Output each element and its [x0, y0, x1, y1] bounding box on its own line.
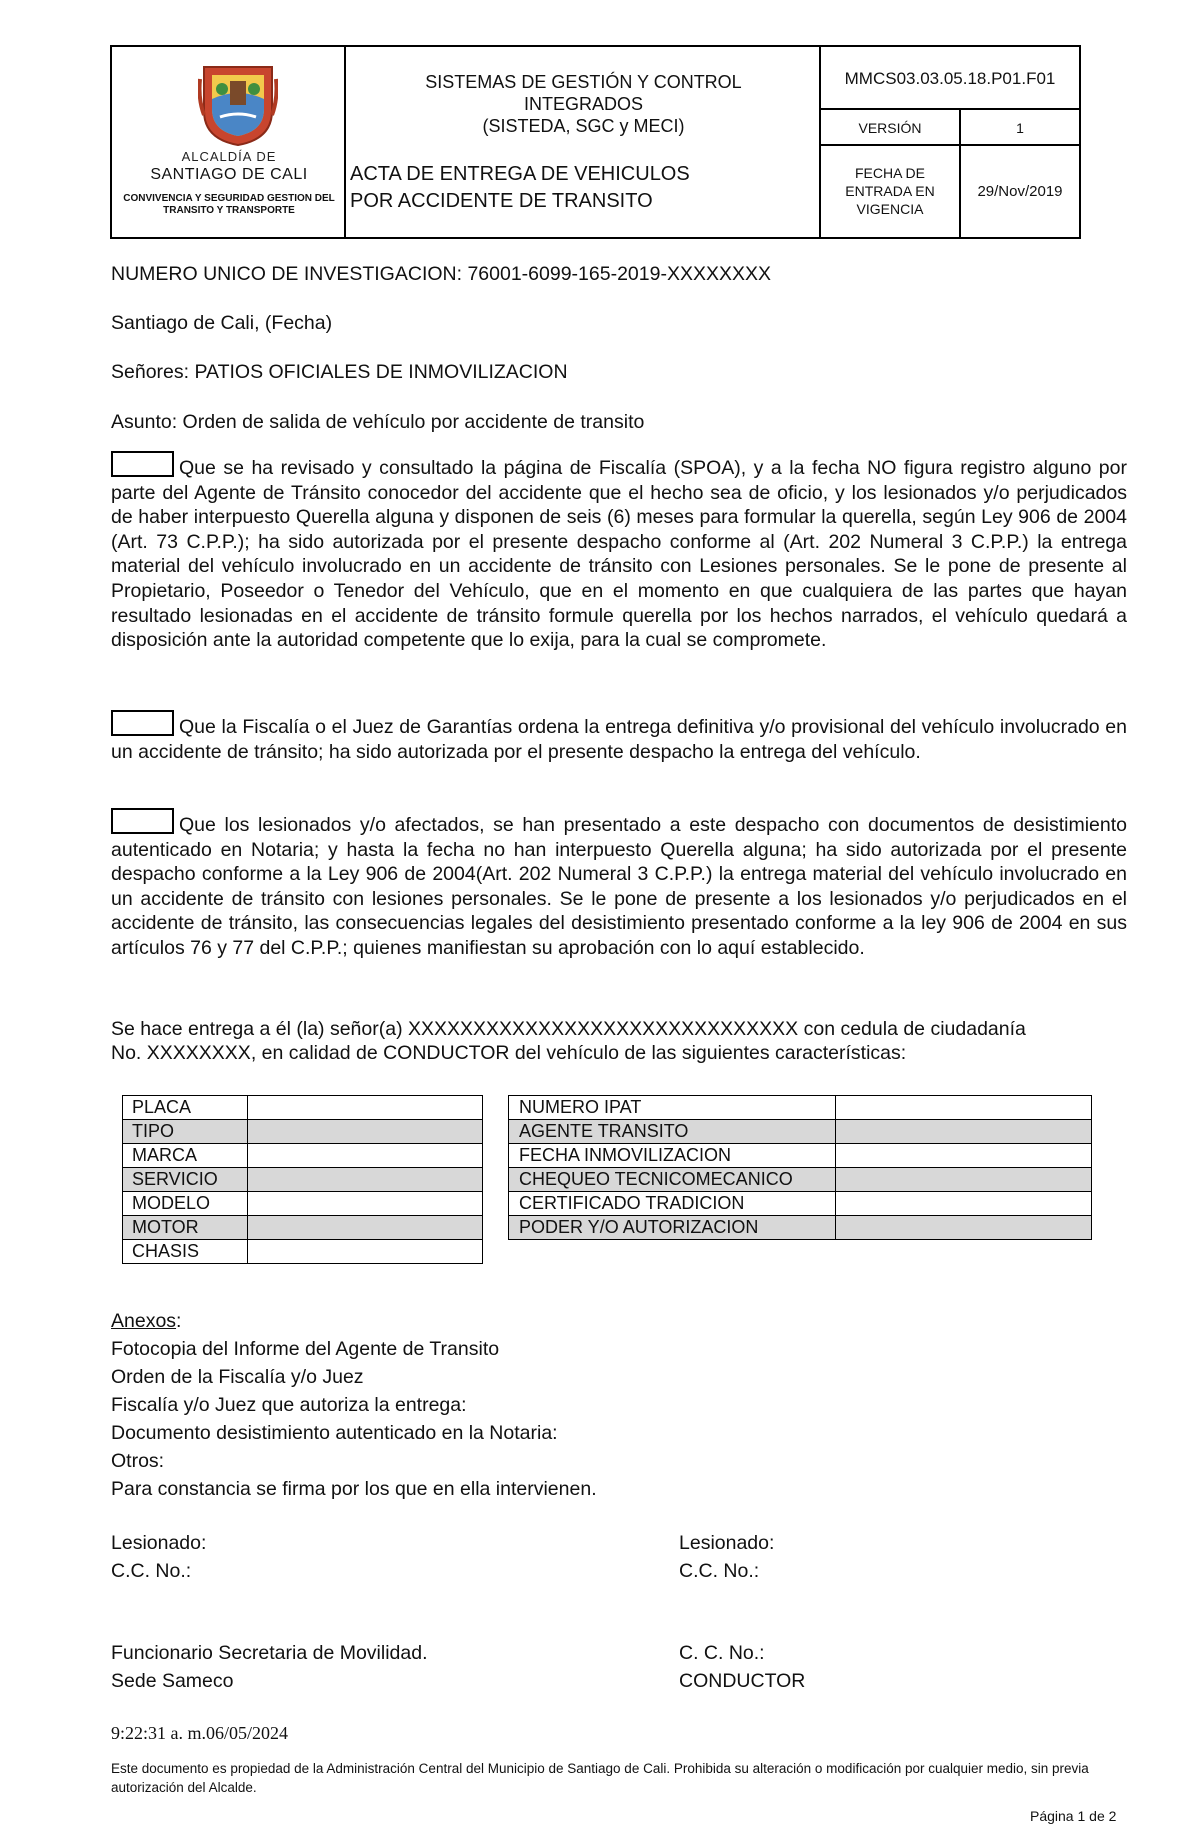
table-cell-value[interactable]	[836, 1096, 1092, 1120]
option-1-text: Que se ha revisado y consultado la página de Fiscalía (SPOA), y a la fecha NO figura registro alguno por parte del Agente de Tránsito conocedor del accidente que el hecho sea de oficio, y los lesionados y/o perjudicados de haber interpuesto Querella alguna y disponen de seis (6) meses para formular la querella, según Ley 906 de 2004 (Art. 73 C.P.P.); ha sido autorizada por el presente despacho conforme al (Art. 202 Numeral 3 C.P.P.) la entrega material del vehículo involucrado en un accidente de tránsito con Lesiones personales. Se le pone de presente al Propietario, Poseedor o Tenedor del Vehículo, que en el momento en que cualquiera de las partes que hayan resultado lesionadas en el accidente de tránsito formule querella por los hechos narrados, el vehículo quedará a disposición ante la autoridad competente que lo exija, para la cual se compromete.	[111, 457, 1127, 652]
metadata-cell	[821, 47, 1079, 237]
page-number: Página 1 de 2	[1030, 1808, 1117, 1824]
table-row	[123, 1240, 483, 1264]
option-2-text: Que la Fiscalía o el Juez de Garantías ordena la entrega definitiva y/o provisional del vehículo involucrado en un accidente de tránsito; ha sido autorizada por el presente despacho la entrega del vehículo.	[111, 716, 1127, 763]
table-row	[509, 1168, 1092, 1192]
logo-subtitle: CONVIVENCIA Y SEGURIDAD GESTION DEL TRANSITO Y TRANSPORTE	[123, 193, 335, 216]
print-timestamp: 9:22:31 a. m.06/05/2024	[111, 1723, 288, 1743]
document-title-line-2: POR ACCIDENTE DE TRANSITO	[350, 190, 653, 212]
logo-cell	[112, 47, 346, 237]
table-cell-value[interactable]	[248, 1192, 483, 1216]
table-cell-label: NUMERO IPAT	[509, 1096, 836, 1120]
annexes-colon: :	[176, 1310, 182, 1332]
table-cell-value[interactable]	[836, 1168, 1092, 1192]
version-label: VERSIÓN	[821, 110, 961, 144]
version-row	[821, 110, 1079, 146]
table-row	[509, 1192, 1092, 1216]
table-row	[509, 1144, 1092, 1168]
table-row	[123, 1144, 483, 1168]
option-1-checkbox[interactable]	[111, 451, 174, 477]
annexes-heading	[111, 1309, 181, 1333]
table-cell-label: SERVICIO	[123, 1168, 248, 1192]
option-3-checkbox[interactable]	[111, 808, 174, 834]
annexes-title: Anexos	[111, 1310, 177, 1332]
delivery-line-2: No. XXXXXXXX, en calidad de CONDUCTOR del vehículo de las siguientes características:	[111, 1042, 907, 1064]
system-title-line-3: (SISTEDA, SGC y MECI)	[482, 116, 685, 136]
city-date: Santiago de Cali, (Fecha)	[111, 312, 333, 334]
table-row	[123, 1096, 483, 1120]
table-cell-label: CHASIS	[123, 1240, 248, 1264]
table-row	[509, 1096, 1092, 1120]
investigation-number: NUMERO UNICO DE INVESTIGACION: 76001-6099-165-2019-XXXXXXXX	[111, 263, 771, 285]
signature-driver: CONDUCTOR	[679, 1670, 806, 1692]
signature-driver-id: C. C. No.:	[679, 1642, 765, 1664]
annex-item: Documento desistimiento autenticado en la Notaria:	[111, 1422, 558, 1444]
signature-injured-right: Lesionado:	[679, 1532, 775, 1554]
subject: Asunto: Orden de salida de vehículo por accidente de transito	[111, 411, 645, 433]
table-cell-value[interactable]	[248, 1216, 483, 1240]
option-3-text: Que los lesionados y/o afectados, se han presentado a este despacho con documentos de desistimiento autenticado en Notaria; y hasta la fecha no han interpuesto Querella alguna; ha sido autorizada por el presente despacho conforme a la Ley 906 de 2004(Art. 202 Numeral 3 C.P.P.) la entrega material del vehículo involucrado en un accidente de tránsito con lesiones personales. Se le pone de presente a los lesionados y/o perjudicados en el accidente de tránsito, las consecuencias legales del desistimiento presentado conforme a la ley 906 de 2004 en sus artículos 76 y 77 del C.P.P.; quienes manifiestan su aprobación con lo aquí establecido.	[111, 814, 1127, 959]
effective-date-row	[821, 146, 1079, 237]
option-paragraph-2	[111, 710, 1127, 764]
document-code: MMCS03.03.05.18.P01.F01	[821, 47, 1079, 110]
table-cell-label: MODELO	[123, 1192, 248, 1216]
signature-injured-left-id: C.C. No.:	[111, 1560, 192, 1582]
document-header	[110, 45, 1081, 239]
table-cell-value[interactable]	[248, 1168, 483, 1192]
option-paragraph-1	[111, 451, 1127, 653]
system-title-line-2: INTEGRADOS	[523, 94, 643, 114]
system-title	[346, 71, 821, 137]
table-cell-label: TIPO	[123, 1120, 248, 1144]
table-cell-label: CERTIFICADO TRADICION	[509, 1192, 836, 1216]
table-row	[123, 1216, 483, 1240]
signature-official: Funcionario Secretaria de Movilidad.	[111, 1642, 428, 1664]
table-cell-value[interactable]	[836, 1216, 1092, 1240]
option-paragraph-3	[111, 808, 1127, 961]
recipients: Señores: PATIOS OFICIALES DE INMOVILIZACION	[111, 361, 568, 383]
annex-item: Fiscalía y/o Juez que autoriza la entrega:	[111, 1394, 467, 1416]
table-cell-label: PLACA	[123, 1096, 248, 1120]
table-row	[509, 1216, 1092, 1240]
table-row	[123, 1192, 483, 1216]
annex-item: Otros:	[111, 1450, 165, 1472]
annex-item: Orden de la Fiscalía y/o Juez	[111, 1366, 364, 1388]
signature-injured-right-id: C.C. No.:	[679, 1560, 760, 1582]
table-cell-label: MARCA	[123, 1144, 248, 1168]
vehicle-table	[122, 1095, 483, 1264]
table-cell-label: CHEQUEO TECNICOMECANICO	[509, 1168, 836, 1192]
table-cell-label: PODER Y/O AUTORIZACION	[509, 1216, 836, 1240]
delivery-line-1: Se hace entrega a él (la) señor(a) XXXXXXXXXXXXXXXXXXXXXXXXXXXXXX con cedula de ciudadanía	[111, 1018, 1026, 1040]
signature-injured-left: Lesionado:	[111, 1532, 207, 1554]
logo-caption-city: SANTIAGO DE CALI	[150, 166, 308, 183]
footer-disclaimer: Este documento es propiedad de la Administración Central del Municipio de Santiago de Cali. Prohibida su alteración o modificación por cualquier medio, sin previa autorización del Alcalde.	[111, 1761, 1089, 1795]
effective-date-label: FECHA DE ENTRADA EN VIGENCIA	[821, 146, 961, 237]
table-row	[123, 1120, 483, 1144]
table-cell-value[interactable]	[248, 1096, 483, 1120]
table-cell-label: MOTOR	[123, 1216, 248, 1240]
table-cell-value[interactable]	[248, 1144, 483, 1168]
table-cell-label: FECHA INMOVILIZACION	[509, 1144, 836, 1168]
effective-date-value: 29/Nov/2019	[977, 183, 1063, 200]
table-cell-value[interactable]	[836, 1192, 1092, 1216]
table-cell-value[interactable]	[836, 1144, 1092, 1168]
table-cell-label: AGENTE TRANSITO	[509, 1120, 836, 1144]
logo-caption-top: ALCALDÍA DE	[181, 149, 277, 164]
option-2-checkbox[interactable]	[111, 710, 174, 736]
table-row	[509, 1120, 1092, 1144]
document-title-line-1: ACTA DE ENTREGA DE VEHICULOS	[350, 163, 690, 185]
system-title-line-1: SISTEMAS DE GESTIÓN Y CONTROL	[425, 72, 742, 92]
table-cell-value[interactable]	[248, 1120, 483, 1144]
table-cell-value[interactable]	[836, 1120, 1092, 1144]
table-row	[123, 1168, 483, 1192]
accident-info-table	[508, 1095, 1092, 1240]
signature-official-site: Sede Sameco	[111, 1670, 234, 1692]
annex-item: Para constancia se firma por los que en ella intervienen.	[111, 1478, 597, 1500]
document-title	[350, 161, 810, 215]
table-cell-value[interactable]	[248, 1240, 483, 1264]
title-cell	[346, 47, 821, 237]
annex-item: Fotocopia del Informe del Agente de Transito	[111, 1338, 500, 1360]
coat-of-arms-icon	[198, 59, 278, 147]
version-value: 1	[1016, 120, 1024, 136]
